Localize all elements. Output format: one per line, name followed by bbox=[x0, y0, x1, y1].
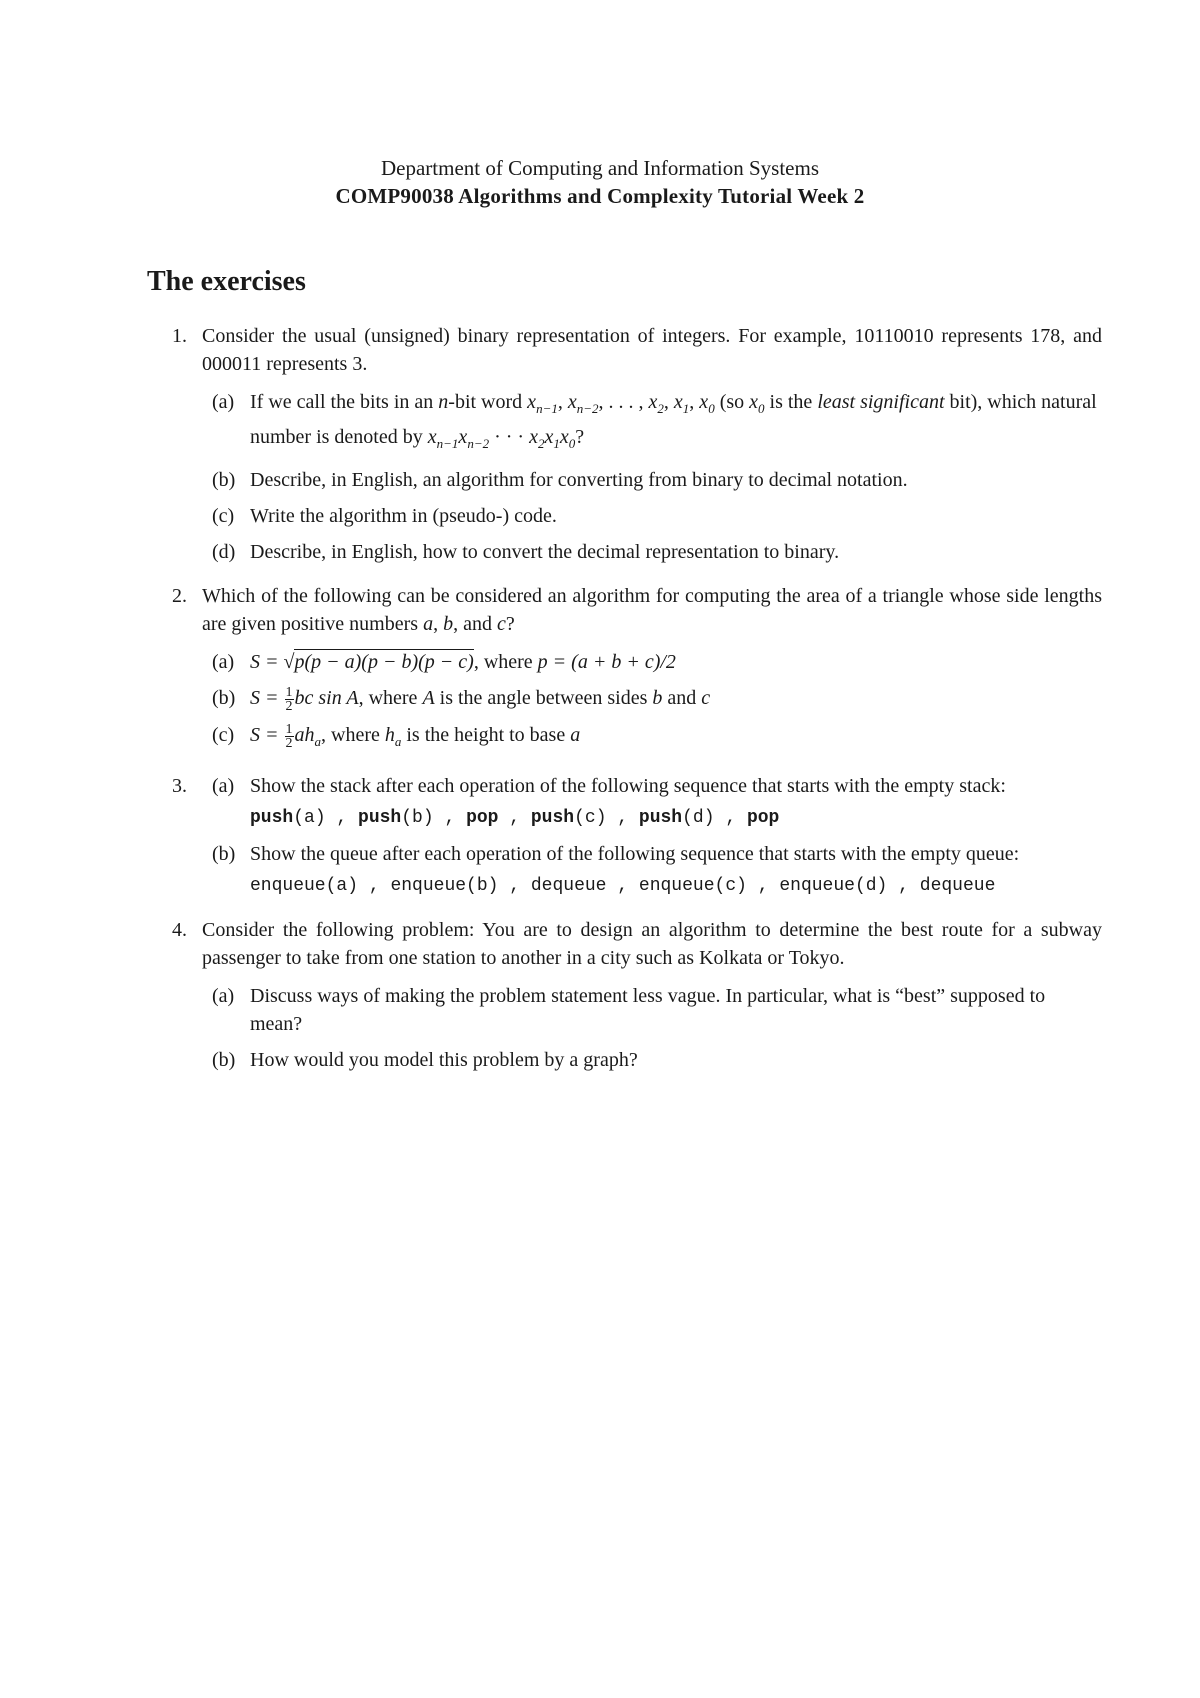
subquestion-1c bbox=[202, 502, 1102, 530]
operation-item: push(c) bbox=[530, 807, 607, 828]
subquestion-4a bbox=[202, 982, 1102, 1038]
operation-item: dequeue bbox=[530, 875, 607, 896]
subquestion-1a bbox=[202, 388, 1102, 458]
subquestion-text: ? bbox=[575, 426, 585, 448]
operation-item: dequeue bbox=[919, 875, 996, 896]
fraction-denominator: 2 bbox=[285, 735, 293, 751]
question-text: Which of the following can be considered an algorithm for computing the area of a triangle whose side lengths are given positive numbers a, b, and c? bbox=[202, 585, 1102, 635]
operation-item: push(a) bbox=[250, 807, 326, 828]
question-text: Consider the following problem: You are to design an algorithm to determine the best route for a subway passenger to take from one station to another in a city such as Kolkata or Tokyo. bbox=[202, 918, 1102, 969]
subquestion-text: -bit word bbox=[448, 391, 523, 413]
operation-item: enqueue(c) bbox=[638, 875, 747, 896]
subquestion-label: (a) bbox=[212, 391, 235, 413]
math-x0: $x_0$ bbox=[749, 391, 765, 416]
formula-lhs: S = bbox=[250, 651, 279, 673]
subquestion-text: Show the queue after each operation of the following sequence that starts with the empty queue: bbox=[250, 842, 1020, 865]
subquestion-text: If we call the bits in an bbox=[250, 391, 434, 413]
formula-rhs: ah bbox=[294, 723, 315, 746]
question-text-part: ? bbox=[505, 613, 515, 635]
subquestion-text: Write the algorithm in (pseudo-) code. bbox=[250, 505, 557, 527]
subquestion-label: (b) bbox=[212, 1048, 236, 1071]
subquestion-text: and bbox=[667, 687, 697, 709]
math-a: a bbox=[423, 613, 434, 635]
formula-p-definition: p = (a + b + c)/2 bbox=[537, 651, 676, 673]
question-text: Consider the usual (unsigned) binary representation of integers. For example, 10110010 represents 178, and 000011 represents 3. bbox=[202, 325, 1102, 375]
section-title: The exercises bbox=[147, 266, 306, 297]
subquestion-4b bbox=[202, 1046, 1102, 1074]
subquestion-2b bbox=[202, 684, 1102, 713]
subquestion-label: (b) bbox=[212, 842, 236, 865]
operation-item: enqueue(b) bbox=[390, 875, 499, 896]
subquestion-2c bbox=[202, 721, 1102, 756]
math-a: a bbox=[570, 723, 581, 746]
document-header bbox=[0, 154, 1200, 210]
math-bit-word: $x_{n-1}x_{n-2}$ · · · $x_2x_1x_0$ bbox=[427, 426, 576, 451]
exercise-list bbox=[147, 322, 1102, 1090]
question-text-part: Which of the following can be considered an algorithm for computing the area of a triangle whose side lengths are given positive numbers bbox=[202, 585, 1102, 635]
subquestion-text: is the bbox=[769, 391, 813, 413]
stack-operations: push(a) , push(b) , pop , push(c) , push(d) , pop bbox=[250, 807, 780, 828]
question-number: 3. bbox=[172, 774, 187, 797]
math-b: b bbox=[443, 613, 454, 635]
operation-item: pop bbox=[466, 807, 499, 828]
subquestion-label: (c) bbox=[212, 505, 235, 527]
math-c: c bbox=[496, 613, 506, 635]
queue-operations: enqueue(a) , enqueue(b) , dequeue , enqueue(c) , enqueue(d) , dequeue bbox=[250, 875, 996, 896]
question-number: 2. bbox=[172, 585, 187, 607]
formula-sqrt-body: p(p − a)(p − b)(p − c) bbox=[294, 651, 474, 673]
subquestion-text: , where bbox=[473, 651, 533, 673]
operation-item: enqueue(d) bbox=[779, 875, 888, 896]
formula-subscript: a bbox=[314, 733, 321, 749]
math-b: b bbox=[652, 687, 663, 709]
subquestion-label: (a) bbox=[212, 774, 235, 797]
subquestion-label: (d) bbox=[212, 541, 236, 563]
math-n: n bbox=[438, 391, 449, 413]
question-number: 4. bbox=[172, 918, 187, 941]
subquestion-label: (a) bbox=[212, 651, 235, 673]
math-subscript: a bbox=[394, 733, 402, 749]
subquestion-label: (b) bbox=[212, 469, 236, 491]
question-text-part: and bbox=[463, 613, 492, 635]
question-3 bbox=[147, 772, 1102, 900]
subquestion-text: bit), which natural number is denoted by bbox=[250, 391, 1097, 448]
subquestion-text: is the height to base bbox=[406, 723, 566, 746]
question-number: 1. bbox=[172, 325, 187, 347]
operation-item: enqueue(a) bbox=[250, 875, 359, 896]
subquestion-1d bbox=[202, 538, 1102, 566]
subquestion-2a bbox=[202, 648, 1102, 676]
subquestion-1b bbox=[202, 466, 1102, 494]
math-A: A bbox=[422, 687, 435, 709]
subquestion-label: (b) bbox=[212, 687, 236, 709]
subquestion-text: , where bbox=[358, 687, 418, 709]
formula-lhs: S = bbox=[250, 723, 279, 746]
subquestion-text: (so bbox=[719, 391, 745, 413]
subquestion-3a bbox=[202, 772, 1102, 832]
subquestion-3b bbox=[202, 840, 1102, 900]
subquestion-text: Discuss ways of making the problem statement less vague. In particular, what is “best” supposed to mean? bbox=[250, 984, 1046, 1035]
subquestion-text: is the angle between sides bbox=[439, 687, 648, 709]
fraction-denominator: 2 bbox=[285, 698, 293, 714]
subquestion-text: Describe, in English, how to convert the decimal representation to binary. bbox=[250, 541, 840, 563]
operation-item: push(d) bbox=[638, 807, 715, 828]
math-c: c bbox=[701, 687, 711, 709]
formula-rhs: bc sin A bbox=[294, 687, 359, 709]
fraction-numerator: 1 bbox=[285, 684, 293, 700]
question-2 bbox=[147, 582, 1102, 756]
subquestion-label: (c) bbox=[212, 723, 235, 746]
fraction-numerator: 1 bbox=[285, 721, 293, 737]
math-h: h bbox=[384, 723, 395, 746]
question-4 bbox=[147, 916, 1102, 1074]
subquestion-text: Describe, in English, an algorithm for converting from binary to decimal notation. bbox=[250, 469, 908, 491]
course-title-line: COMP90038 Algorithms and Complexity Tutorial Week 2 bbox=[335, 184, 865, 208]
department-line: Department of Computing and Information Systems bbox=[380, 156, 820, 180]
emphasis-text: least significant bbox=[817, 391, 945, 413]
fraction-half bbox=[285, 723, 294, 750]
question-1 bbox=[147, 322, 1102, 566]
operation-item: push(b) bbox=[358, 807, 434, 828]
formula-lhs: S = bbox=[250, 687, 279, 709]
fraction-half bbox=[285, 686, 294, 713]
sqrt-symbol: √ bbox=[283, 651, 295, 673]
operation-item: pop bbox=[746, 807, 780, 828]
subquestion-text: How would you model this problem by a graph? bbox=[250, 1048, 638, 1071]
math-bit-sequence: $x_{n-1}$, $x_{n-2}$, . . . , $x_2$, $x_1$, $x_0$ bbox=[527, 391, 715, 416]
subquestion-text: Show the stack after each operation of the following sequence that starts with the empty stack: bbox=[250, 774, 1006, 797]
subquestion-text: , where bbox=[321, 723, 380, 746]
subquestion-label: (a) bbox=[212, 984, 235, 1007]
